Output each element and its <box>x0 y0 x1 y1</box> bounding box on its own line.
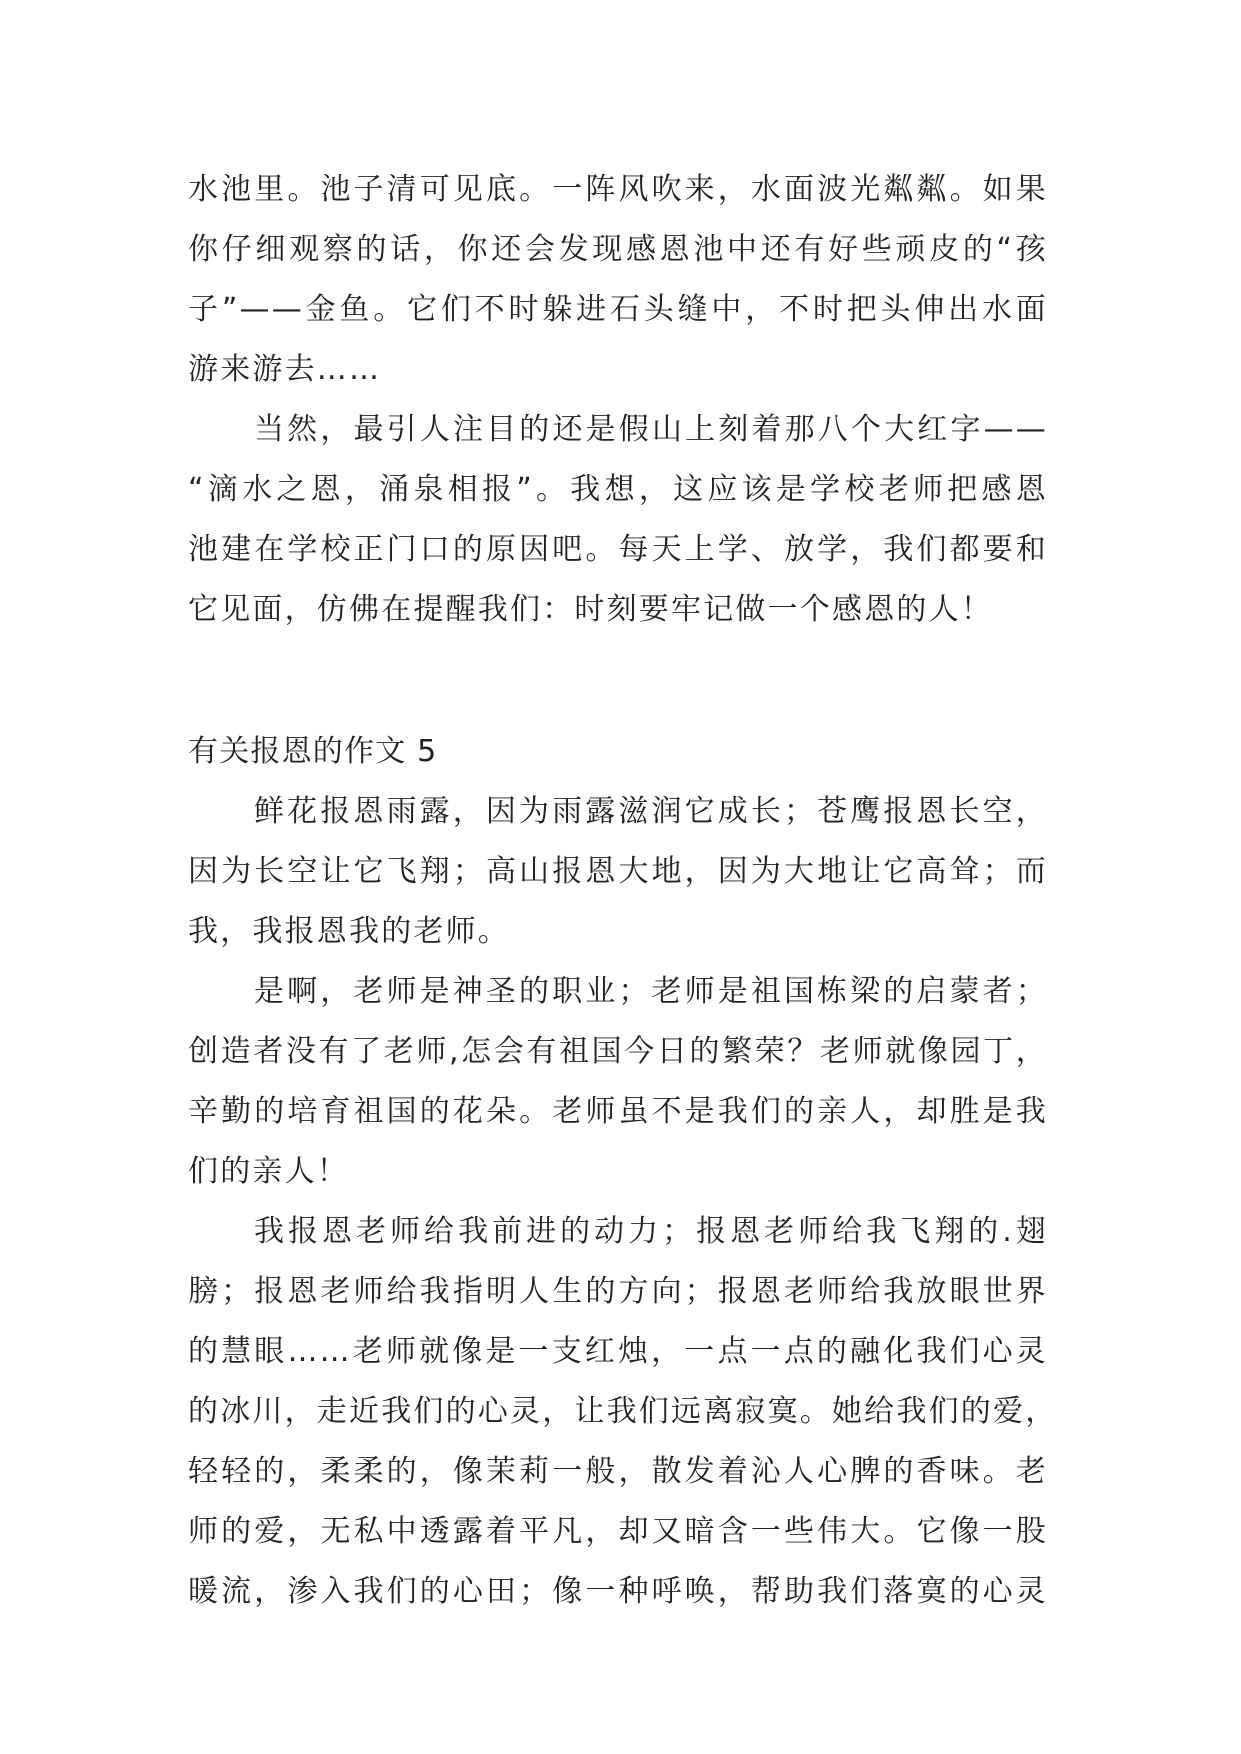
text-line: 你仔细观察的话，你还会发现感恩池中还有好些顽皮的“孩 <box>188 232 1048 267</box>
text-line: 游来游去…… <box>188 352 382 387</box>
text-line: 创造者没有了老师,怎会有祖国今日的繁荣？老师就像园丁， <box>188 1034 1048 1069</box>
text-line: 师的爱，无私中透露着平凡，却又暗含一些伟大。它像一股 <box>188 1514 1048 1549</box>
text-line: 暖流，渗入我们的心田；像一种呼唤，帮助我们落寞的心灵 <box>188 1574 1048 1609</box>
text-line: 当然，最引人注目的还是假山上刻着那八个大红字—— <box>254 412 1048 447</box>
paragraph <box>188 1202 1058 1622</box>
section-gap <box>188 640 1048 722</box>
text-line: 子”——金鱼。它们不时躲进石头缝中，不时把头伸出水面 <box>188 292 1048 327</box>
text-line: 它见面，仿佛在提醒我们：时刻要牢记做一个感恩的人！ <box>188 592 993 627</box>
text-line: 因为长空让它飞翔；高山报恩大地，因为大地让它高耸；而 <box>188 854 1048 889</box>
section-title: 有关报恩的作文 5 <box>188 734 438 769</box>
text-line: 膀；报恩老师给我指明人生的方向；报恩老师给我放眼世界 <box>188 1274 1048 1309</box>
text-line: 是啊，老师是神圣的职业；老师是祖国栋梁的启蒙者； <box>254 974 1048 1009</box>
document-body <box>188 160 1058 1622</box>
text-line: 鲜花报恩雨露，因为雨露滋润它成长；苍鹰报恩长空， <box>254 794 1048 829</box>
paragraph <box>188 400 1048 640</box>
text-line: 轻轻的，柔柔的，像茉莉一般，散发着沁人心脾的香味。老 <box>188 1454 1048 1489</box>
text-line: 们的亲人！ <box>188 1154 349 1189</box>
text-line: 池建在学校正门口的原因吧。每天上学、放学，我们都要和 <box>188 532 1048 567</box>
text-line: 的冰川，走近我们的心灵，让我们远离寂寞。她给我们的爱， <box>188 1394 1058 1429</box>
paragraph <box>188 782 1048 962</box>
paragraph <box>188 962 1048 1202</box>
text-line: 水池里。池子清可见底。一阵风吹来，水面波光粼粼。如果 <box>188 172 1048 207</box>
text-line: 的慧眼……老师就像是一支红烛，一点一点的融化我们心灵 <box>188 1334 1048 1369</box>
text-line: “滴水之恩，涌泉相报”。我想，这应该是学校老师把感恩 <box>188 472 1048 507</box>
text-line: 我，我报恩我的老师。 <box>188 914 510 949</box>
paragraph <box>188 160 1048 400</box>
text-line: 我报恩老师给我前进的动力；报恩老师给我飞翔的.翅 <box>254 1214 1048 1249</box>
text-line: 辛勤的培育祖国的花朵。老师虽不是我们的亲人，却胜是我 <box>188 1094 1048 1129</box>
